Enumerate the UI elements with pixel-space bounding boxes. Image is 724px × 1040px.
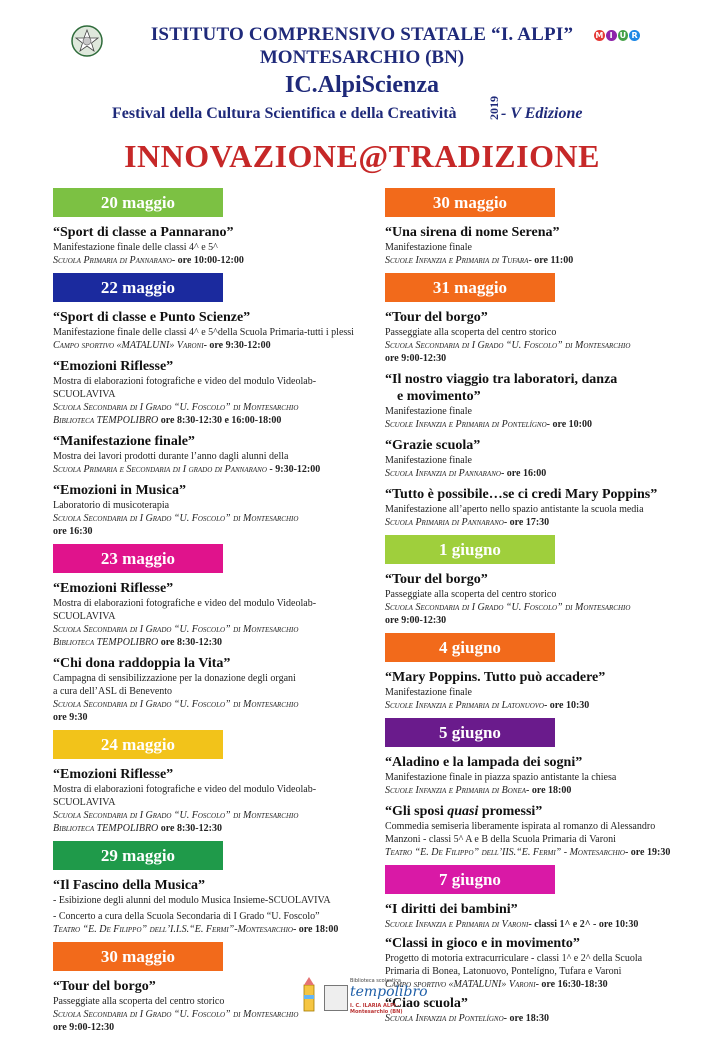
event: [385, 935, 724, 991]
festival-edition: - V Edizione: [501, 105, 583, 122]
event-description: Mostra di elaborazioni fotografiche e video del modulo Videolab-: [53, 598, 317, 609]
event-title: e movimento”: [397, 389, 481, 404]
venue-name: Scuole Infanzia e Primaria di Varoni: [385, 919, 529, 930]
event-time: ore 8:30-12:30: [160, 637, 222, 648]
logo-letter: R: [629, 30, 640, 41]
event-venue: [53, 254, 393, 267]
event-time: - ore 18:30: [503, 1013, 550, 1024]
event-description: SCUOLAVIVA: [53, 611, 116, 622]
date-band: 4 giugno: [385, 633, 555, 662]
event-time: - ore 16:00: [500, 468, 547, 479]
venue-name: Scuola Infanzia di Pannarano: [385, 468, 501, 479]
event-venue: [385, 516, 724, 529]
event-title: “Chi dona raddoppia la Vita”: [53, 656, 231, 671]
day-block: [385, 273, 724, 529]
venue-name: Teatro “E. De Filippo” dell’IIS.“E. Fermi” - Montesarchio: [385, 847, 625, 858]
event-venue: [53, 339, 393, 352]
event: [385, 803, 724, 859]
event-description: Manifestazione finale delle classi 4^ e 5^della Scuola Primaria-tutti i plessi: [53, 327, 354, 338]
title-part: “Gli sposi: [385, 804, 448, 819]
venue-name: Scuola Secondaria di I Grado “U. Foscolo” di Montesarchio: [53, 513, 299, 524]
event-title: “Una sirena di nome Serena”: [385, 225, 560, 240]
title-part: promessi”: [478, 804, 543, 819]
venue-name: Scuola Secondaria di I Grado “U. Foscolo” di Montesarchio: [53, 810, 299, 821]
event-time: - ore 9:30-12:00: [203, 340, 271, 351]
event-time: - ore 19:30: [624, 847, 671, 858]
school-name: ISTITUTO COMPRENSIVO STATALE “I. ALPI”: [150, 24, 574, 45]
event-time: ore 9:00-12:30: [385, 353, 447, 364]
festival-year: 2019: [487, 96, 501, 120]
event-time: ore 9:00-12:30: [385, 615, 447, 626]
event: [53, 877, 393, 936]
date-band: 5 giugno: [385, 718, 555, 747]
event: [53, 766, 393, 835]
event-description: Manifestazione finale: [385, 455, 472, 466]
event: [53, 309, 393, 352]
venue-name: Biblioteca TEMPOLIBRO: [53, 823, 159, 834]
event-time: - ore 17:30: [503, 517, 550, 528]
day-block: [53, 544, 393, 724]
event-title: “Ciao scuola”: [385, 996, 468, 1011]
page-header: [0, 0, 724, 190]
library-caption: Biblioteca scolastica: [350, 978, 401, 984]
event-venue: [53, 636, 393, 649]
event-description: a cura dell’ASL di Benevento: [53, 686, 173, 697]
date-band: 31 maggio: [385, 273, 555, 302]
event-description: SCUOLAVIVA: [53, 389, 116, 400]
event-time: - classi 1^ e 2^ - ore 10:30: [528, 919, 639, 930]
event-venue: [53, 414, 393, 427]
date-band: 22 maggio: [53, 273, 223, 302]
event-description: Manifestazione finale: [385, 242, 472, 253]
event: [385, 224, 724, 267]
event-venue: [385, 254, 724, 267]
event-description: - Esibizione degli alunni del modulo Musica Insieme-SCUOLAVIVA: [53, 895, 331, 906]
venue-name: Scuola Secondaria di I Grado “U. Foscolo” di Montesarchio: [53, 624, 299, 635]
event-venue: [385, 699, 724, 712]
event-time: - ore 18:00: [526, 785, 572, 796]
event-title: “Emozioni Riflesse”: [53, 767, 174, 782]
event-description: Manifestazione finale delle classi 4^ e 5^: [53, 242, 218, 253]
event-description: Manifestazione finale: [385, 406, 472, 417]
event-venue: [385, 846, 724, 859]
logo-letter: M: [595, 31, 604, 40]
event-description: Mostra dei lavori prodotti durante l’anno dagli alunni della: [53, 451, 289, 462]
venue-name: Campo sportivo «MATALUNI» Varoni: [53, 340, 204, 351]
venue-name: Scuole Infanzia e Primaria di Bonea: [385, 785, 527, 796]
event-title: “Il nostro viaggio tra laboratori, danza: [385, 372, 618, 387]
day-block: [53, 188, 393, 267]
venue-name: Scuole Infanzia e Primaria di Latonuovo: [385, 700, 544, 711]
title-part: quasi: [447, 804, 479, 819]
event-description: Commedia semiseria liberamente ispirata al romanzo di Alessandro: [385, 821, 656, 832]
event-title: “Aladino e la lampada dei sogni”: [385, 755, 583, 770]
library-logo: [298, 975, 428, 1020]
day-block: [385, 718, 724, 859]
event-description: Primaria di Bonea, Latonuovo, Pontelígno, Tufara e Varoni: [385, 966, 622, 977]
event-title: “Sport di classe e Punto Scienze”: [53, 310, 251, 325]
date-band: 29 maggio: [53, 841, 223, 870]
event-time: ore 9:00-12:30: [53, 1022, 115, 1033]
event: [385, 371, 724, 431]
date-band: 23 maggio: [53, 544, 223, 573]
event-venue: [385, 1012, 724, 1025]
event-time: ore 8:30-12:30 e 16:00-18:00: [160, 415, 282, 426]
event-time: - ore 16:30-18:30: [535, 979, 608, 990]
event: [385, 995, 724, 1025]
event-time: - ore 10:00-12:00: [171, 255, 244, 266]
venue-name: Scuola Secondaria di I Grado “U. Foscolo” di Montesarchio: [53, 699, 299, 710]
date-band: 7 giugno: [385, 865, 555, 894]
venue-name: Scuola Secondaria di I Grado “U. Foscolo” di Montesarchio: [53, 1009, 299, 1020]
event-description: Passeggiate alla scoperta del centro storico: [385, 327, 557, 338]
event: [53, 224, 393, 267]
day-block: [385, 633, 724, 712]
event-time: - ore 18:00: [292, 924, 339, 935]
venue-name: Scuole Infanzia e Primaria di Pontelígno: [385, 419, 547, 430]
event-description: Manifestazione finale in piazza spazio antistante la chiesa: [385, 772, 617, 783]
venue-name: Scuole Infanzia e Primaria di Tufara: [385, 255, 529, 266]
event: [385, 437, 724, 480]
day-block: [53, 841, 393, 936]
venue-name: Scuola Secondaria di I Grado “U. Foscolo” di Montesarchio: [385, 602, 631, 613]
event-title: “Il Fascino della Musica”: [53, 878, 206, 893]
date-band: 30 maggio: [53, 942, 223, 971]
event-title: “Tutto è possibile…se ci credi Mary Poppins”: [385, 487, 658, 502]
event-title: “Mary Poppins. Tutto può accadere”: [385, 670, 606, 685]
event: [385, 309, 724, 365]
event-time: - ore 11:00: [528, 255, 574, 266]
event: [385, 669, 724, 712]
event-description: Progetto di motoria extracurriculare - classi 1^ e 2^ della Scuola: [385, 953, 643, 964]
event-description: Manifestazione all’aperto nello spazio antistante la scuola media: [385, 504, 644, 515]
event-venue: [385, 918, 724, 931]
event-description: Passeggiate alla scoperta del centro storico: [53, 996, 225, 1007]
event-title: “Sport di classe a Pannarano”: [53, 225, 234, 240]
event-title: “Emozioni Riflesse”: [53, 581, 174, 596]
event-description: Mostra di elaborazioni fotografiche e video del modulo Videolab-: [53, 784, 317, 795]
event-description: Laboratorio di musicoterapia: [53, 500, 170, 511]
venue-name: Campo sportivo «MATALUNI» Varoni: [385, 979, 536, 990]
event: [385, 486, 724, 529]
venue-name: Scuola Primaria di Pannarano: [53, 255, 172, 266]
event: [385, 571, 724, 627]
event-description: SCUOLAVIVA: [53, 797, 116, 808]
day-block: [53, 273, 393, 538]
event-title: “I diritti dei bambini”: [385, 902, 518, 917]
event-title: “Classi in gioco e in movimento”: [385, 936, 580, 951]
event-venue: [53, 463, 393, 476]
event: [53, 655, 393, 724]
schedule-left-column: [53, 188, 393, 1040]
day-block: [385, 188, 724, 267]
event-title: [385, 803, 724, 820]
event-venue: [53, 822, 393, 835]
poster-title: INNOVAZIONE@TRADIZIONE: [124, 138, 600, 174]
event-venue: [385, 418, 724, 431]
venue-name: Biblioteca TEMPOLIBRO: [53, 637, 159, 648]
event-title: “Grazie scuola”: [385, 438, 481, 453]
event-time: - 9:30-12:00: [269, 464, 321, 475]
library-school: I. C. ILARIA ALPI - Montesarchio (BN): [350, 1003, 403, 1015]
day-block: [53, 730, 393, 835]
event-title: “Tour del borgo”: [53, 979, 156, 994]
event: [53, 482, 393, 538]
venue-name: Scuola Infanzia di Pontelígno: [385, 1013, 504, 1024]
event-time: - ore 10:30: [543, 700, 590, 711]
event-title: “Tour del borgo”: [385, 572, 488, 587]
event-description: Manzoni - classi 5^ A e B della Scuola Primaria di Varoni: [385, 834, 616, 845]
event-description: Mostra di elaborazioni fotografiche e video del modulo Videolab-: [53, 376, 317, 387]
day-block: [385, 865, 724, 1025]
venue-name: Teatro “E. De Filippo” dell’I.I.S.“E. Fermi”-Montesarchio: [53, 924, 293, 935]
event-title: “Manifestazione finale”: [53, 434, 195, 449]
school-town: MONTESARCHIO (BN): [259, 47, 465, 68]
date-band: 1 giugno: [385, 535, 555, 564]
event-venue: [385, 467, 724, 480]
venue-name: Biblioteca TEMPOLIBRO: [53, 415, 159, 426]
venue-name: Scuola Primaria e Secondaria di I grado di Pannarano: [53, 464, 267, 475]
event: [385, 754, 724, 797]
date-band: 20 maggio: [53, 188, 223, 217]
event: [53, 433, 393, 476]
venue-name: Scuola Secondaria di I Grado “U. Foscolo” di Montesarchio: [53, 402, 299, 413]
project-name: IC.AlpiScienza: [284, 72, 439, 98]
event: [53, 358, 393, 427]
date-band: 30 maggio: [385, 188, 555, 217]
event-title: “Emozioni Riflesse”: [53, 359, 174, 374]
event-time: ore 16:30: [53, 526, 93, 537]
event-description: Manifestazione finale: [385, 687, 472, 698]
crayon-icon: [298, 977, 320, 1015]
event-title: “Tour del borgo”: [385, 310, 488, 325]
event-title: “Emozioni in Musica”: [53, 483, 187, 498]
event-time: ore 9:30: [53, 712, 88, 723]
event-description: - Concerto a cura della Scuola Secondaria di I Grado “U. Foscolo”: [53, 911, 320, 922]
event-time: - ore 10:00: [546, 419, 592, 430]
venue-name: Scuola Primaria di Pannarano: [385, 517, 504, 528]
event-venue: [385, 978, 724, 991]
day-block: [385, 535, 724, 627]
event-venue: [53, 923, 393, 936]
event: [53, 580, 393, 649]
logo-letter: I: [606, 30, 617, 41]
event-venue: [385, 784, 724, 797]
schedule-right-column: [385, 188, 724, 1031]
date-band: 24 maggio: [53, 730, 223, 759]
event-description: Passeggiate alla scoperta del centro storico: [385, 589, 557, 600]
book-icon: [324, 985, 348, 1011]
festival-name: Festival della Cultura Scientifica e della Creatività: [112, 105, 457, 122]
logo-letter: U: [618, 30, 629, 41]
event-time: ore 8:30-12:30: [160, 823, 222, 834]
event-description: Campagna di sensibilizzazione per la donazione degli organi: [53, 673, 296, 684]
venue-name: Scuola Secondaria di I Grado “U. Foscolo” di Montesarchio: [385, 340, 631, 351]
event: [385, 901, 724, 931]
library-name: tempolibro: [350, 984, 428, 1000]
